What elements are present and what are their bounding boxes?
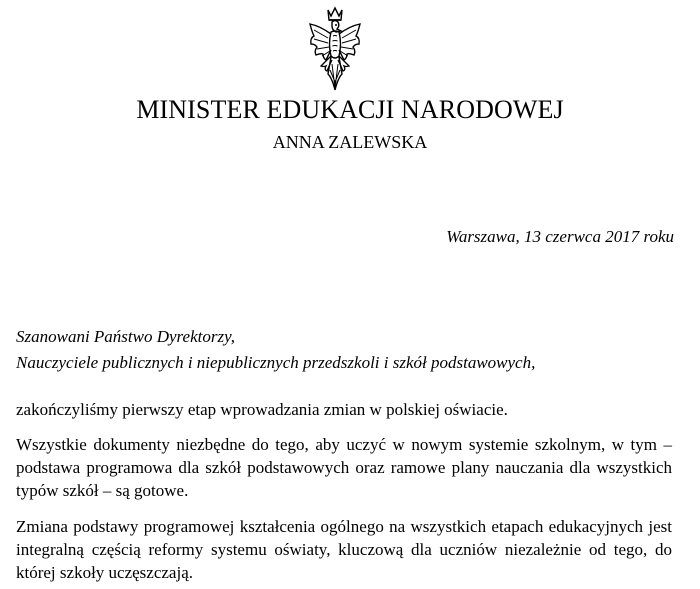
minister-name: ANNA ZALEWSKA (272, 132, 428, 152)
salutation (16, 324, 535, 376)
letter-date: Warszawa, 13 czerwca 2017 roku (446, 227, 674, 246)
salutation-line: Nauczyciele publicznych i niepublicznych przedszkoli i szkół podstawowych, (16, 353, 536, 372)
white-eagle-emblem-icon (306, 4, 364, 92)
salutation-line: Szanowani Państwo Dyrektorzy, (16, 327, 235, 346)
minister-title: MINISTER EDUKACJI NARODOWEJ (136, 95, 564, 124)
paragraph: zakończyliśmy pierwszy etap wprowadzania zmian w polskiej oświacie. (16, 400, 508, 419)
paragraph: Zmiana podstawy programowej kształcenia ogólnego na wszystkich etapach edukacyjnych jest integralną częścią reformy systemu oświaty, kluczową dla uczniów niezależnie od tego, do której szkoły uczęszczają. (16, 517, 672, 582)
paragraph: Wszystkie dokumenty niezbędne do tego, aby uczyć w nowym systemie szkolnym, w tym – podstawa programowa dla szkół podstawowych oraz ramowe plany nauczania dla wszystkich typów szkół – są gotowe. (16, 435, 672, 500)
